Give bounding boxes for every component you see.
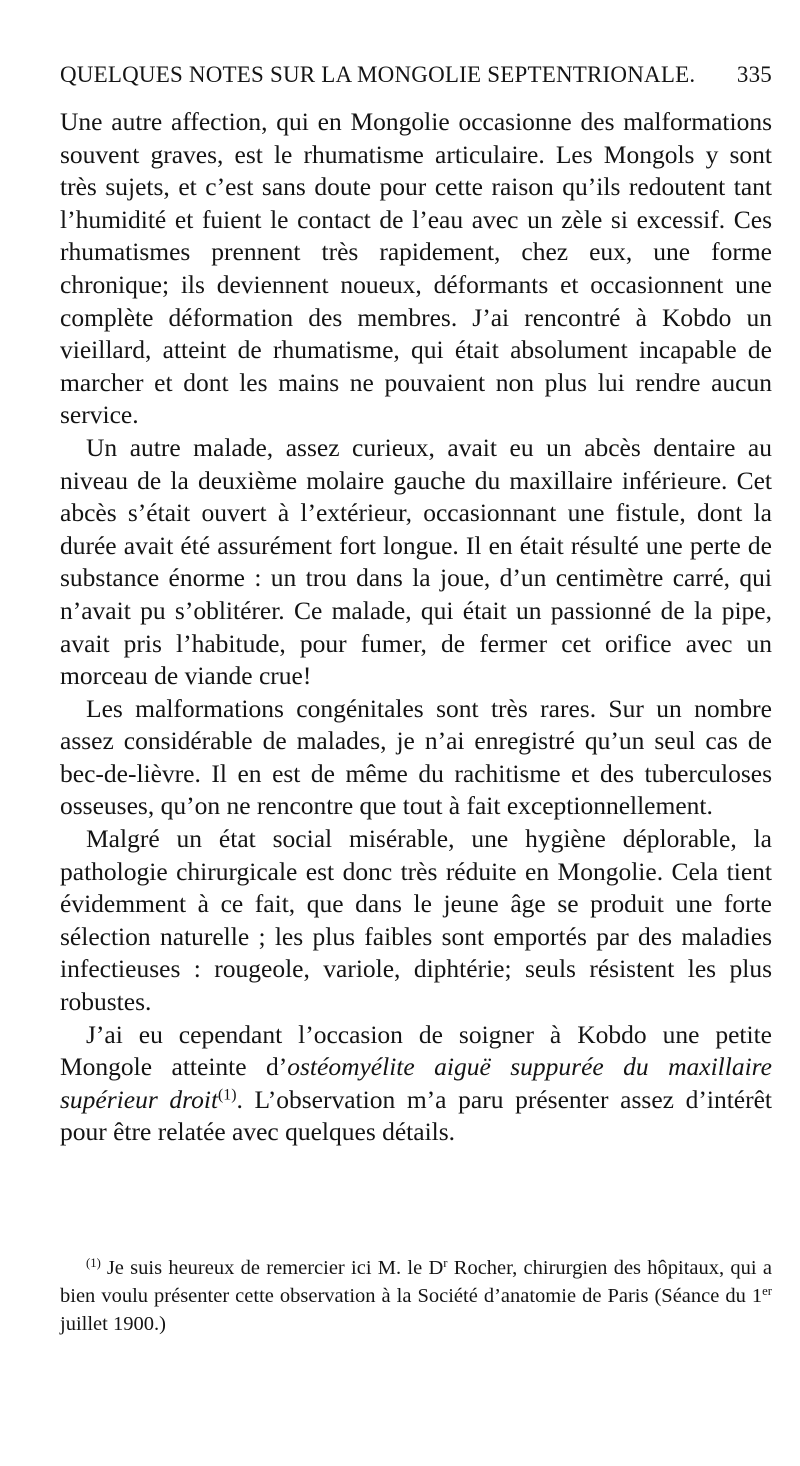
footnote xyxy=(60,1254,772,1338)
footnote-text-end: juillet 1900.) xyxy=(60,1313,166,1335)
paragraph-osteomyelite-end: . L’observation m’a paru présenter assez d’intérêt pour être relatée avec quelques détails. xyxy=(60,1084,773,1147)
footnote-text-middle: Rocher, chirurgien des hôpitaux, qui a bien voulu présenter cette observation à la Société d’anatomie de Paris (Séance du 1 xyxy=(60,1257,772,1307)
footnote-reference: (1) xyxy=(218,1086,237,1104)
running-head xyxy=(60,62,772,98)
paragraph-malformations-congenitales: Les malformations congénitales sont très rares. Sur un nombre assez considérable de malades, je n’ai enregistré qu’un seul cas de bec-de-lièvre. Il en est de même du rachitisme et des tuberculoses osseuses, qu’on ne rencontre que tout à fait exceptionnellement. xyxy=(60,693,772,821)
paragraph-pathologie-chirurgicale: Malgré un état social misérable, une hygiène déplorable, la pathologie chirurgicale est donc très réduite en Mongolie. Cela tient évidemment à ce fait, que dans le jeune âge se produit une forte sélection naturelle ; les plus faibles sont emportés par des maladies infectieuses : rougeole, variole, diphtérie; seuls résistent les plus robustes. xyxy=(60,824,772,1017)
footnote-text xyxy=(60,1254,772,1338)
paragraph-osteomyelite-start: J’ai eu cependant l’occasion de soigner à Kobdo une petite Mongole atteinte d’ xyxy=(60,1019,772,1082)
paragraph-rhumatisme: Une autre affection, qui en Mongolie occasionne des malformations souvent graves, est le rhumatisme articulaire. Les Mongols y sont très sujets, et c’est sans doute pour cette raison qu’ils redoutent tant l’humidité et fuient le contact de l’eau avec un zèle si excessif. Ces rhumatismes prennent très rapidement, chez eux, une forme chronique; ils deviennent noueux, déformants et occasionnent une complète déformation des membres. J’ai rencontré à Kobdo un vieillard, atteint de rhumatisme, qui était absolument incapable de marcher et dont les mains ne pouvaient non plus lui rendre aucun service. xyxy=(60,107,772,430)
paragraph-abces-dentaire: Un autre malade, assez curieux, avait eu un abcès dentaire au niveau de la deuxième molaire gauche du maxillaire inférieure. Cet abcès s’était ouvert à l’extérieur, occasionnant une fistule, dont la durée avait été assurément fort longue. Il en était résulté une perte de substance énorme : un trou dans la joue, d’un centimètre carré, qui n’avait pu s’oblitérer. Ce malade, qui était un passionné de la pipe, avait pris l’habitude, pour fumer, de fermer cet orifice avec un morceau de viande crue! xyxy=(60,432,772,691)
page-number: 335 xyxy=(736,62,772,87)
running-title: QUELQUES NOTES SUR LA MONGOLIE SEPTENTRIONALE. xyxy=(60,62,696,87)
footnote-text-start: Je suis heureux de remercier ici M. le D xyxy=(106,1257,444,1279)
paragraph-osteomyelite xyxy=(60,1019,772,1149)
footnote-date-superscript: er xyxy=(762,1284,772,1299)
diagnosis-italic: ostéomyélite aiguë suppurée du maxillaire supérieur droit xyxy=(60,1052,772,1114)
main-text xyxy=(60,106,772,1149)
footnote-dr-superscript: r xyxy=(443,1256,448,1271)
footnote-marker: (1) xyxy=(86,1256,101,1271)
